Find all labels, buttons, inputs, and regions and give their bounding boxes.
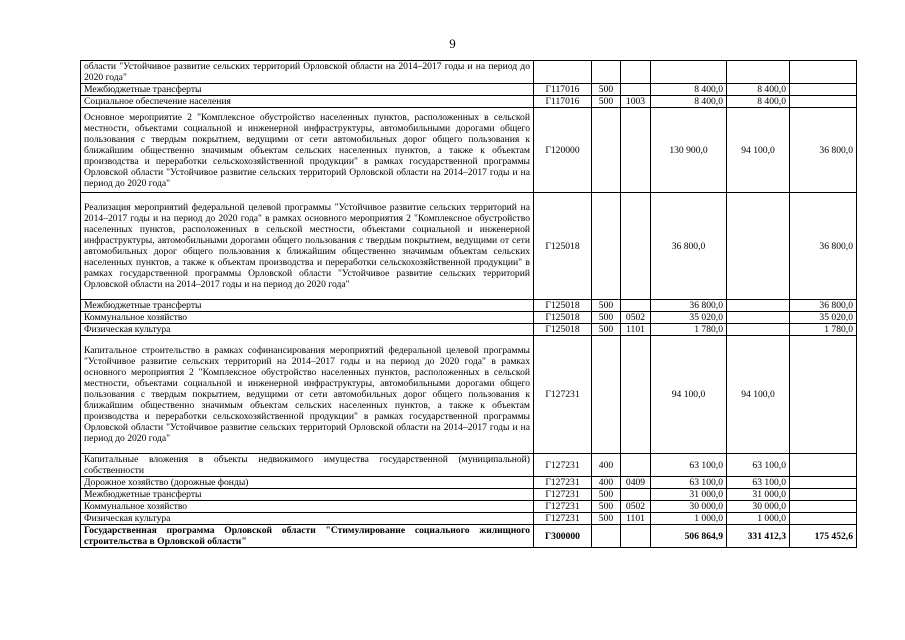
target-code-cell: Г125018 [534,300,592,312]
regional-amount-cell [790,513,857,525]
federal-amount-cell: 8 400,0 [727,96,790,108]
row-name-cell: Реализация мероприятий федеральной целевой программы "Устойчивое развитие сельских территорий на 2014–2017 годы и на период до 2020 года" в рамках основного мероприятия 2 "Комплексное обустройство населенных пунктов, расположенных в сельской местности, объектами социальной и инженерной инфраструктуры, автомобильными дорогами общего пользования с твердым покрытием, ведущими от сети автомобильных дорог общего пользования к ближайшим общественно значимым объектам сельских населенных пунктов, а также к объектам производства и переработки сельскохозяйственной продукции" в рамках государственной программы Орловской области "Устойчивое развитие сельских территорий Орловской области на 2014–2017 годы и на период до 2020 года" [81,193,534,300]
target-code-cell [534,61,592,84]
section-code-cell [621,193,651,300]
row-name-cell: Коммунальное хозяйство [81,312,534,324]
target-code-cell: Г127231 [534,489,592,501]
federal-amount-cell: 63 100,0 [727,454,790,477]
regional-amount-cell [790,84,857,96]
expense-type-cell: 400 [592,477,621,489]
target-code-cell: Г117016 [534,96,592,108]
regional-amount-cell [790,477,857,489]
expense-type-cell: 400 [592,454,621,477]
section-code-cell: 0502 [621,501,651,513]
regional-amount-cell [790,489,857,501]
section-code-cell: 0502 [621,312,651,324]
section-code-cell [621,336,651,454]
regional-amount-cell: 1 780,0 [790,324,857,336]
page-number: 9 [449,36,456,51]
row-name-cell: Физическая культура [81,324,534,336]
section-code-cell: 0409 [621,477,651,489]
expense-type-cell [592,525,621,548]
table-row [81,513,857,525]
row-name-cell: Основное мероприятие 2 "Комплексное обустройство населенных пунктов, расположенных в сельской местности, объектами социальной и инженерной инфраструктуры, автомобильными дорогами общего пользования с твердым покрытием, ведущими от сети автомобильных дорог общего пользования к ближайшим общественно значимым объектам сельских населенных пунктов, а также к объектам производства и переработки сельскохозяйственной продукции" в рамках государственной программы Орловской области "Устойчивое развитие сельских территорий Орловской области на 2014–2017 годы и на период до 2020 года" [81,108,534,193]
table-row [81,336,857,454]
table-row [81,477,857,489]
table-row [81,324,857,336]
section-code-cell: 1003 [621,96,651,108]
target-code-cell: Г120000 [534,108,592,193]
regional-amount-cell [790,501,857,513]
federal-amount-cell: 30 000,0 [727,501,790,513]
total-amount-cell: 30 000,0 [651,501,727,513]
target-code-cell: Г127231 [534,336,592,454]
row-name-cell: Межбюджетные трансферты [81,84,534,96]
section-code-cell [621,84,651,96]
expense-type-cell: 500 [592,96,621,108]
regional-amount-cell [790,96,857,108]
target-code-cell: Г117016 [534,84,592,96]
table-row [81,454,857,477]
expense-type-cell: 500 [592,84,621,96]
table-row [81,84,857,96]
section-code-cell [621,300,651,312]
regional-amount-cell [790,336,857,454]
row-name-cell: Коммунальное хозяйство [81,501,534,513]
total-amount-cell: 36 800,0 [651,193,727,300]
target-code-cell: Г125018 [534,193,592,300]
row-name-cell: Межбюджетные трансферты [81,300,534,312]
total-amount-cell: 35 020,0 [651,312,727,324]
total-amount-cell: 8 400,0 [651,84,727,96]
regional-amount-cell [790,454,857,477]
table-row [81,489,857,501]
expense-type-cell: 500 [592,489,621,501]
federal-amount-cell: 94 100,0 [727,108,790,193]
total-amount-cell: 130 900,0 [651,108,727,193]
table-row [81,108,857,193]
table-row [81,525,857,548]
expense-type-cell [592,108,621,193]
federal-amount-cell: 63 100,0 [727,477,790,489]
expense-type-cell [592,336,621,454]
section-code-cell [621,489,651,501]
total-amount-cell: 63 100,0 [651,454,727,477]
section-code-cell [621,525,651,548]
table-row [81,193,857,300]
expense-type-cell: 500 [592,501,621,513]
table-row [81,300,857,312]
total-amount-cell: 63 100,0 [651,477,727,489]
federal-amount-cell [727,312,790,324]
regional-amount-cell: 36 800,0 [790,108,857,193]
expense-type-cell [592,61,621,84]
target-code-cell: Г127231 [534,501,592,513]
row-name-cell: Государственная программа Орловской области "Стимулирование социального жилищного строительства в Орловской области" [81,525,534,548]
regional-amount-cell: 175 452,6 [790,525,857,548]
federal-amount-cell: 94 100,0 [727,336,790,454]
federal-amount-cell [727,193,790,300]
total-amount-cell [651,61,727,84]
table-row [81,501,857,513]
target-code-cell: Г125018 [534,324,592,336]
row-name-cell: Капитальное строительство в рамках софинансирования мероприятий федеральной целевой программы "Устойчивое развитие сельских территорий на 2014–2017 годы и на период до 2020 года" в рамках основного мероприятия 2 "Комплексное обустройство населенных пунктов, расположенных в сельской местности, объектами социальной и инженерной инфраструктуры, автомобильными дорогами общего пользования с твердым покрытием, ведущими от сети автомобильных дорог общего пользования к ближайшим общественно значимым объектам сельских населенных пунктов, а также к объектам производства и переработки сельскохозяйственной продукции" в рамках государственной программы Орловской области "Устойчивое развитие сельских территорий Орловской области на 2014–2017 годы и на период до 2020 года" [81,336,534,454]
expense-type-cell [592,193,621,300]
row-name-cell: области "Устойчивое развитие сельских территорий Орловской области на 2014–2017 годы и на период до 2020 года" [81,61,534,84]
target-code-cell: Г300000 [534,525,592,548]
expense-type-cell: 500 [592,312,621,324]
row-name-cell: Физическая культура [81,513,534,525]
section-code-cell: 1101 [621,324,651,336]
target-code-cell: Г127231 [534,513,592,525]
total-amount-cell: 8 400,0 [651,96,727,108]
federal-amount-cell [727,324,790,336]
total-amount-cell: 36 800,0 [651,300,727,312]
table-row [81,96,857,108]
regional-amount-cell: 36 800,0 [790,300,857,312]
total-amount-cell: 1 780,0 [651,324,727,336]
table-row [81,312,857,324]
expense-type-cell: 500 [592,513,621,525]
row-name-cell: Дорожное хозяйство (дорожные фонды) [81,477,534,489]
expense-type-cell: 500 [592,324,621,336]
section-code-cell [621,61,651,84]
budget-table [80,60,857,548]
federal-amount-cell [727,61,790,84]
regional-amount-cell: 36 800,0 [790,193,857,300]
regional-amount-cell: 35 020,0 [790,312,857,324]
row-name-cell: Капитальные вложения в объекты недвижимого имущества государственной (муниципальной) собственности [81,454,534,477]
target-code-cell: Г127231 [534,477,592,489]
section-code-cell: 1101 [621,513,651,525]
target-code-cell: Г125018 [534,312,592,324]
federal-amount-cell [727,300,790,312]
row-name-cell: Социальное обеспечение населения [81,96,534,108]
federal-amount-cell: 31 000,0 [727,489,790,501]
section-code-cell [621,108,651,193]
table-row [81,61,857,84]
row-name-cell: Межбюджетные трансферты [81,489,534,501]
total-amount-cell: 1 000,0 [651,513,727,525]
federal-amount-cell: 8 400,0 [727,84,790,96]
section-code-cell [621,454,651,477]
target-code-cell: Г127231 [534,454,592,477]
federal-amount-cell: 1 000,0 [727,513,790,525]
federal-amount-cell: 331 412,3 [727,525,790,548]
total-amount-cell: 506 864,9 [651,525,727,548]
total-amount-cell: 94 100,0 [651,336,727,454]
total-amount-cell: 31 000,0 [651,489,727,501]
expense-type-cell: 500 [592,300,621,312]
regional-amount-cell [790,61,857,84]
